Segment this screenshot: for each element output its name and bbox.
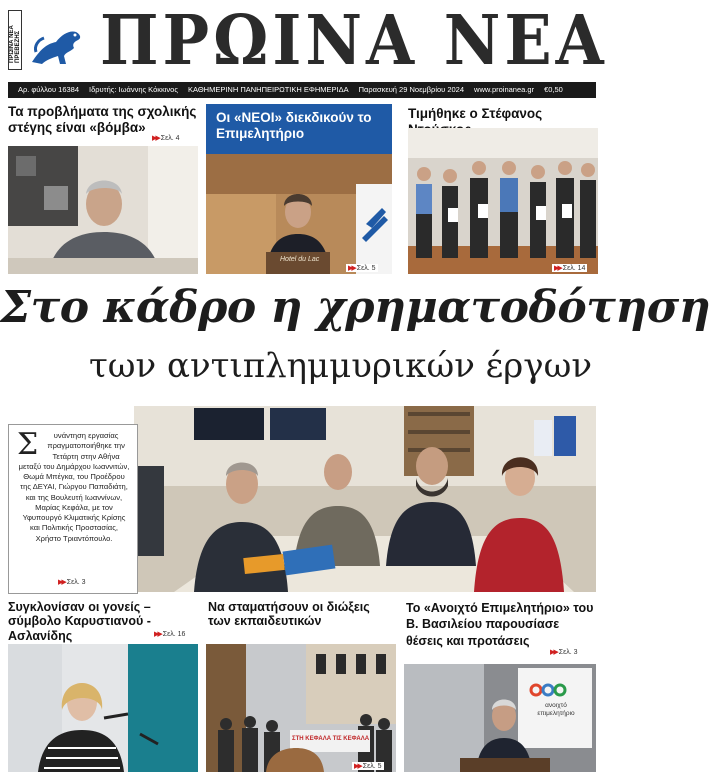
lead-text: υνάντηση εργασίας πραγματοποιήθηκε την Τετάρτη στην Αθήνα μεταξύ του Δημάρχου Ιωαννιτών, Θωμά Μπέγκα, του Προέδρου της ΔΕΥΑΙ, Γιώργου Παπαδιάτη, και της Βουλευτή Ιωαννίνων, Μαρίας Κεφάλα, με τον Υφυπουργό Κλιματικής Κρίσης και Πολιτικής Προστασίας, Χρήστο Τριαντόπουλο. [18, 431, 130, 543]
drop-cap: Σ [17, 427, 39, 462]
newspaper-title: ΠΡΩΙΝΑ ΝΕΑ [100, 0, 608, 81]
page-number: Σελ. 14 [562, 265, 586, 272]
presentation-image [404, 664, 596, 772]
photo-award[interactable] [408, 128, 598, 274]
info-bar [8, 82, 596, 98]
protest-banner: ΣΤΗ ΚΕΦΑΛΑ ΤΙΣ ΚΕΦΑΛΑ [292, 736, 370, 742]
award-group-image [408, 128, 598, 274]
protest-image [206, 644, 396, 772]
photo-chamber[interactable] [206, 154, 392, 274]
logo [8, 10, 90, 70]
man-portrait-image [8, 146, 198, 274]
page-arrow-icon: ▶▶ [154, 631, 161, 638]
story-headline-teachers[interactable]: Να σταματήσουν οι διώξεις των εκπαιδευτικών [208, 600, 370, 629]
founder: Ιδρυτής: Ιωάννης Κόκκινος [89, 85, 178, 94]
page-ref [352, 762, 384, 770]
issue-date: Παρασκευή 29 Νοεμβρίου 2024 [358, 85, 465, 94]
page-arrow-icon: ▶▶ [348, 265, 355, 272]
page-ref [152, 134, 180, 142]
photo-open-chamber[interactable] [404, 664, 596, 772]
page-arrow-icon: ▶▶ [554, 265, 561, 272]
page-number: Σελ. 3 [558, 649, 578, 656]
page-ref [154, 630, 185, 638]
page-number: Σελ. 5 [362, 763, 382, 770]
photo-parents[interactable] [8, 644, 198, 772]
page-ref [552, 264, 587, 272]
masthead [8, 0, 608, 81]
lead-paragraph-box [8, 424, 138, 594]
main-headline[interactable]: Στο κάδρο η χρηματοδότηση [0, 282, 710, 333]
main-photo-meeting[interactable] [134, 406, 596, 592]
story-headline-open-chamber[interactable]: Το «Ανοιχτό Επιμελητήριο» του Β. Βασιλείου παρουσίασε θέσεις και προτάσεις [406, 601, 594, 648]
podium-label: Hotel du Lac [280, 256, 320, 263]
page-arrow-icon: ▶▶ [550, 649, 557, 656]
page-ref [550, 648, 578, 656]
page-arrow-icon: ▶▶ [58, 579, 65, 586]
page-number: Σελ. 16 [162, 631, 186, 638]
story-headline-award[interactable]: Τιμήθηκε ο Στέφανος [408, 106, 543, 121]
issue-number: Αρ. φύλλου 16384 [18, 85, 79, 94]
page-ref [346, 264, 378, 272]
ppa-label: ΠΡΩΙΝΑ ΝΕΑ ΠΡΕΒΕΖΗΣ [9, 25, 21, 63]
story-headline-school[interactable]: Τα προβλήματα της σχολικής στέγης είναι «βόμβα» [8, 104, 197, 135]
meeting-image [134, 406, 596, 592]
woman-speaker-image [8, 644, 198, 772]
story-headline-chamber[interactable]: Οι «ΝΕΟΙ» διεκδικούν το Επιμελητήριο [206, 104, 392, 154]
website-link[interactable]: www.proinanea.gr [474, 85, 535, 94]
photo-teachers[interactable] [206, 644, 396, 772]
photo-school[interactable] [8, 146, 198, 274]
story-headline-parents[interactable]: Συγκλονίσαν οι γονείς – σύμβολο Καρυστιανού - Ασλανίδης [8, 600, 151, 643]
page-arrow-icon: ▶▶ [354, 763, 361, 770]
screen-text: ανοιχτό επιμελητήριο [537, 702, 575, 717]
page-arrow-icon: ▶▶ [152, 135, 159, 142]
page-number: Σελ. 4 [160, 135, 180, 142]
page-ref [58, 578, 86, 586]
main-subheadline: των αντιπλημμυρικών έργων [89, 346, 592, 386]
page-number: Σελ. 3 [66, 579, 86, 586]
price: €0,50 [544, 85, 563, 94]
tagline: ΚΑΘΗΜΕΡΙΝΗ ΠΑΝΗΠΕΙΡΩΤΙΚΗ ΕΦΗΜΕΡΙΔΑ [187, 85, 349, 94]
ppa-badge [8, 10, 22, 70]
page-number: Σελ. 5 [356, 265, 376, 272]
horse-logo-icon [26, 22, 88, 68]
